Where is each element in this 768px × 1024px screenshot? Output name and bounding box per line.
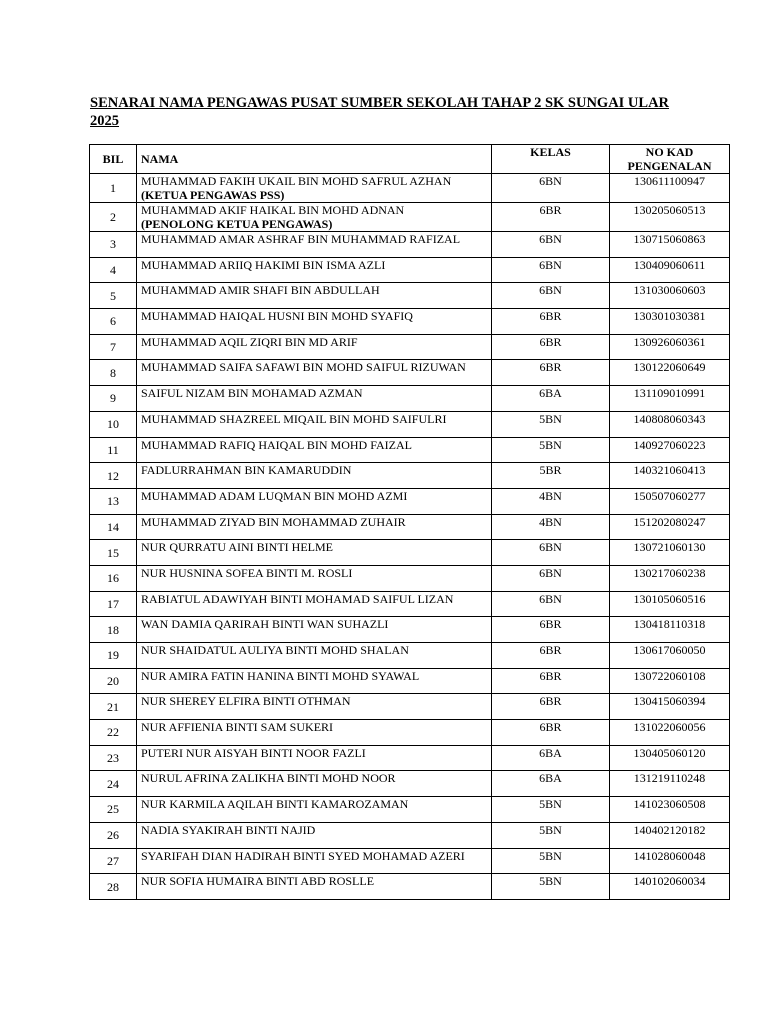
- student-name: NUR KARMILA AQILAH BINTI KAMAROZAMAN: [141, 797, 409, 812]
- cell-nama: [137, 174, 492, 203]
- cell-kelas: 6BN: [492, 591, 610, 617]
- cell-kelas: 6BR: [492, 309, 610, 335]
- cell-nama: [137, 797, 492, 823]
- table-row: [90, 771, 730, 797]
- cell-nama: [137, 386, 492, 412]
- cell-ic-number: 130418110318: [610, 617, 730, 643]
- table-row: [90, 591, 730, 617]
- cell-ic-number: 130105060516: [610, 591, 730, 617]
- cell-nama: [137, 360, 492, 386]
- table-row: [90, 565, 730, 591]
- student-name: NUR SOFIA HUMAIRA BINTI ABD ROSLLE: [141, 874, 375, 889]
- cell-nama: [137, 540, 492, 566]
- cell-kelas: 5BN: [492, 874, 610, 900]
- student-name: SAIFUL NIZAM BIN MOHAMAD AZMAN: [141, 386, 363, 401]
- cell-kelas: 5BN: [492, 822, 610, 848]
- cell-kelas: 6BR: [492, 694, 610, 720]
- table-row: [90, 283, 730, 309]
- cell-nama: [137, 437, 492, 463]
- student-name: PUTERI NUR AISYAH BINTI NOOR FAZLI: [141, 745, 366, 760]
- table-row: [90, 232, 730, 258]
- cell-ic-number: 130715060863: [610, 232, 730, 258]
- cell-ic-number: 130415060394: [610, 694, 730, 720]
- table-body: [90, 174, 730, 900]
- cell-bil: 14: [90, 514, 137, 540]
- student-name: MUHAMMAD SHAZREEL MIQAIL BIN MOHD SAIFULRI: [141, 411, 447, 426]
- cell-bil: 13: [90, 488, 137, 514]
- cell-bil: 11: [90, 437, 137, 463]
- cell-kelas: 6BR: [492, 334, 610, 360]
- cell-bil: 4: [90, 257, 137, 283]
- student-name: NUR QURRATU AINI BINTI HELME: [141, 540, 333, 555]
- cell-ic-number: 140102060034: [610, 874, 730, 900]
- table-row: [90, 617, 730, 643]
- cell-bil: 6: [90, 309, 137, 335]
- cell-nama: [137, 720, 492, 746]
- cell-nama: [137, 822, 492, 848]
- table-row: [90, 488, 730, 514]
- table-row: [90, 745, 730, 771]
- cell-bil: 18: [90, 617, 137, 643]
- cell-nama: [137, 668, 492, 694]
- cell-bil: 3: [90, 232, 137, 258]
- cell-nama: [137, 232, 492, 258]
- cell-ic-number: 130926060361: [610, 334, 730, 360]
- cell-ic-number: 151202080247: [610, 514, 730, 540]
- table-row: [90, 540, 730, 566]
- student-name: MUHAMMAD HAIQAL HUSNI BIN MOHD SYAFIQ: [141, 309, 413, 324]
- cell-kelas: 5BN: [492, 411, 610, 437]
- cell-kelas: 6BA: [492, 771, 610, 797]
- student-role: (KETUA PENGAWAS PSS): [141, 188, 285, 202]
- cell-nama: [137, 203, 492, 232]
- table-row: [90, 386, 730, 412]
- cell-bil: 24: [90, 771, 137, 797]
- cell-nama: [137, 283, 492, 309]
- cell-kelas: 6BA: [492, 745, 610, 771]
- cell-nama: [137, 334, 492, 360]
- cell-nama: [137, 411, 492, 437]
- cell-ic-number: 130405060120: [610, 745, 730, 771]
- cell-nama: [137, 643, 492, 669]
- cell-nama: [137, 257, 492, 283]
- cell-bil: 5: [90, 283, 137, 309]
- student-name: NUR SHEREY ELFIRA BINTI OTHMAN: [141, 694, 351, 709]
- cell-kelas: 6BN: [492, 174, 610, 203]
- cell-kelas: 6BN: [492, 283, 610, 309]
- cell-nama: [137, 309, 492, 335]
- cell-nama: [137, 771, 492, 797]
- cell-ic-number: 140321060413: [610, 463, 730, 489]
- student-name: RABIATUL ADAWIYAH BINTI MOHAMAD SAIFUL LIZAN: [141, 591, 454, 606]
- cell-bil: 2: [90, 203, 137, 232]
- student-name: MUHAMMAD FAKIH UKAIL BIN MOHD SAFRUL AZHAN: [141, 174, 452, 188]
- table-row: [90, 874, 730, 900]
- table-row: [90, 437, 730, 463]
- cell-bil: 10: [90, 411, 137, 437]
- student-name: MUHAMMAD AMIR SHAFI BIN ABDULLAH: [141, 283, 380, 298]
- cell-ic-number: 140927060223: [610, 437, 730, 463]
- cell-kelas: 4BN: [492, 514, 610, 540]
- table-row: [90, 411, 730, 437]
- cell-ic-number: 130301030381: [610, 309, 730, 335]
- cell-kelas: 6BN: [492, 565, 610, 591]
- cell-bil: 19: [90, 643, 137, 669]
- table-row: [90, 848, 730, 874]
- cell-bil: 16: [90, 565, 137, 591]
- cell-bil: 1: [90, 174, 137, 203]
- cell-nama: [137, 694, 492, 720]
- table-row: [90, 694, 730, 720]
- cell-bil: 25: [90, 797, 137, 823]
- cell-kelas: 5BR: [492, 463, 610, 489]
- table-row: [90, 643, 730, 669]
- table-row: [90, 334, 730, 360]
- cell-bil: 27: [90, 848, 137, 874]
- cell-kelas: 6BN: [492, 257, 610, 283]
- student-role: (PENOLONG KETUA PENGAWAS): [141, 217, 333, 231]
- cell-ic-number: 150507060277: [610, 488, 730, 514]
- cell-bil: 9: [90, 386, 137, 412]
- cell-bil: 21: [90, 694, 137, 720]
- student-name: NUR AFFIENIA BINTI SAM SUKERI: [141, 720, 334, 735]
- cell-ic-number: 130409060611: [610, 257, 730, 283]
- cell-ic-number: 131030060603: [610, 283, 730, 309]
- cell-nama: [137, 848, 492, 874]
- table-row: [90, 174, 730, 203]
- table-row: [90, 514, 730, 540]
- cell-kelas: 6BR: [492, 360, 610, 386]
- student-name: SYARIFAH DIAN HADIRAH BINTI SYED MOHAMAD AZERI: [141, 848, 465, 863]
- cell-ic-number: 141023060508: [610, 797, 730, 823]
- cell-nama: [137, 565, 492, 591]
- table-row: [90, 822, 730, 848]
- cell-ic-number: 141028060048: [610, 848, 730, 874]
- cell-kelas: 5BN: [492, 848, 610, 874]
- cell-kelas: 6BR: [492, 203, 610, 232]
- cell-bil: 17: [90, 591, 137, 617]
- cell-ic-number: 140402120182: [610, 822, 730, 848]
- cell-bil: 22: [90, 720, 137, 746]
- table-row: [90, 668, 730, 694]
- cell-kelas: 5BN: [492, 437, 610, 463]
- cell-kelas: 6BA: [492, 386, 610, 412]
- cell-ic-number: 130217060238: [610, 565, 730, 591]
- column-header-bil: BIL: [90, 145, 137, 174]
- student-name: MUHAMMAD SAIFA SAFAWI BIN MOHD SAIFUL RIZUWAN: [141, 360, 466, 375]
- table-row: [90, 797, 730, 823]
- prefect-table: [89, 144, 730, 900]
- cell-ic-number: 131219110248: [610, 771, 730, 797]
- cell-kelas: 5BN: [492, 797, 610, 823]
- cell-nama: [137, 463, 492, 489]
- cell-ic-number: 130617060050: [610, 643, 730, 669]
- cell-bil: 8: [90, 360, 137, 386]
- student-name: MUHAMMAD AQIL ZIQRI BIN MD ARIF: [141, 334, 358, 349]
- cell-ic-number: 130122060649: [610, 360, 730, 386]
- cell-nama: [137, 591, 492, 617]
- cell-kelas: 4BN: [492, 488, 610, 514]
- cell-ic-number: 131022060056: [610, 720, 730, 746]
- cell-nama: [137, 514, 492, 540]
- student-name: NUR SHAIDATUL AULIYA BINTI MOHD SHALAN: [141, 643, 409, 657]
- column-header-kelas: KELAS: [492, 145, 610, 174]
- table-row: [90, 720, 730, 746]
- cell-nama: [137, 745, 492, 771]
- cell-bil: 20: [90, 668, 137, 694]
- student-name: NUR AMIRA FATIN HANINA BINTI MOHD SYAWAL: [141, 668, 420, 683]
- cell-bil: 7: [90, 334, 137, 360]
- cell-bil: 28: [90, 874, 137, 900]
- table-row: [90, 203, 730, 232]
- student-name: MUHAMMAD ADAM LUQMAN BIN MOHD AZMI: [141, 488, 408, 503]
- cell-ic-number: 130205060513: [610, 203, 730, 232]
- column-header-nama: NAMA: [137, 145, 492, 174]
- cell-nama: [137, 488, 492, 514]
- table-row: [90, 360, 730, 386]
- cell-ic-number: 130721060130: [610, 540, 730, 566]
- table-row: [90, 257, 730, 283]
- cell-bil: 12: [90, 463, 137, 489]
- student-name: MUHAMMAD AKIF HAIKAL BIN MOHD ADNAN: [141, 203, 405, 217]
- page-title: SENARAI NAMA PENGAWAS PUSAT SUMBER SEKOLAH TAHAP 2 SK SUNGAI ULAR 2025: [90, 95, 670, 129]
- cell-bil: 23: [90, 745, 137, 771]
- cell-ic-number: 130722060108: [610, 668, 730, 694]
- cell-kelas: 6BR: [492, 617, 610, 643]
- cell-kelas: 6BR: [492, 668, 610, 694]
- cell-nama: [137, 874, 492, 900]
- student-name: WAN DAMIA QARIRAH BINTI WAN SUHAZLI: [141, 617, 389, 632]
- student-name: MUHAMMAD ZIYAD BIN MOHAMMAD ZUHAIR: [141, 514, 406, 529]
- student-name: NADIA SYAKIRAH BINTI NAJID: [141, 822, 316, 837]
- cell-kelas: 6BR: [492, 720, 610, 746]
- cell-ic-number: 131109010991: [610, 386, 730, 412]
- table-header-row: [90, 145, 730, 174]
- cell-nama: [137, 617, 492, 643]
- cell-bil: 15: [90, 540, 137, 566]
- student-name: FADLURRAHMAN BIN KAMARUDDIN: [141, 463, 352, 478]
- student-name: NURUL AFRINA ZALIKHA BINTI MOHD NOOR: [141, 771, 396, 786]
- table-row: [90, 309, 730, 335]
- cell-kelas: 6BN: [492, 232, 610, 258]
- cell-kelas: 6BR: [492, 643, 610, 669]
- cell-kelas: 6BN: [492, 540, 610, 566]
- student-name: NUR HUSNINA SOFEA BINTI M. ROSLI: [141, 565, 353, 580]
- cell-bil: 26: [90, 822, 137, 848]
- cell-ic-number: 130611100947: [610, 174, 730, 203]
- student-name: MUHAMMAD AMAR ASHRAF BIN MUHAMMAD RAFIZAL: [141, 232, 461, 246]
- student-name: MUHAMMAD ARIIQ HAKIMI BIN ISMA AZLI: [141, 257, 386, 272]
- cell-ic-number: 140808060343: [610, 411, 730, 437]
- table-row: [90, 463, 730, 489]
- column-header-ic: NO KAD PENGENALAN: [610, 145, 730, 174]
- student-name: MUHAMMAD RAFIQ HAIQAL BIN MOHD FAIZAL: [141, 437, 412, 452]
